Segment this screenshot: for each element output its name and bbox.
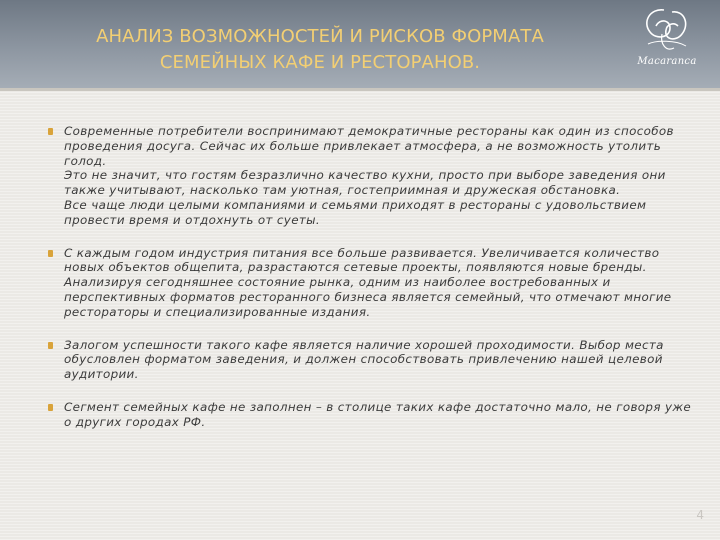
bullet-item xyxy=(48,124,698,228)
slide-header xyxy=(0,0,720,91)
bullet-marker-icon xyxy=(48,404,53,411)
monogram-icon xyxy=(626,4,706,60)
logo-brand-text: Macaranca xyxy=(637,56,697,67)
bullet-paragraph: С каждым годом индустрия питания все больше развивается. Увеличивается количество новых объектов общепита, разрастаются сетевые проекты, появляются новые бренды. Анализируя сегодняшнее состояние рынка, одним из наиболее востребованных и перспективных форматов ресторанного бизнеса является семейный, что отмечают многие рестораторы и специализированные издания. xyxy=(64,245,672,319)
slide-title-line-1: АНАЛИЗ ВОЗМОЖНОСТЕЙ И РИСКОВ ФОРМАТА xyxy=(96,26,544,47)
bullet-paragraph: Это не значит, что гостям безразлично качество кухни, просто при выборе заведения они также учитывают, насколько там уютная, гостеприимная и дружеская обстановка. xyxy=(64,168,666,198)
bullet-marker-icon xyxy=(48,342,53,349)
bullet-paragraph: Современные потребители воспринимают демократичные рестораны как один из способов проведения досуга. Сейчас их больше привлекает атмосфера, а не возможность утолить голод. xyxy=(64,124,674,168)
bullet-paragraph: Сегмент семейных кафе не заполнен – в столице таких кафе достаточно мало, не говоря уже о других городах РФ. xyxy=(64,399,692,429)
company-logo xyxy=(626,4,706,82)
bullet-paragraph: Все чаще люди целыми компаниями и семьями приходят в рестораны с удовольствием провести время и отдохнуть от суеты. xyxy=(64,197,647,227)
bullet-marker-icon xyxy=(48,128,53,135)
bullet-item xyxy=(48,338,698,382)
bullet-item xyxy=(48,400,698,430)
slide-title-line-2: СЕМЕЙНЫХ КАФЕ И РЕСТОРАНОВ. xyxy=(159,52,481,73)
bullet-paragraph: Залогом успешности такого кафе является наличие хорошей проходимости. Выбор места обусловлен форматом заведения, и должен способствовать привлечению нашей целевой аудитории. xyxy=(64,337,664,382)
page-number: 4 xyxy=(696,508,704,522)
slide-title xyxy=(40,24,600,76)
bullet-item xyxy=(48,246,698,320)
bullet-marker-icon xyxy=(48,250,53,257)
slide-content xyxy=(48,124,698,448)
